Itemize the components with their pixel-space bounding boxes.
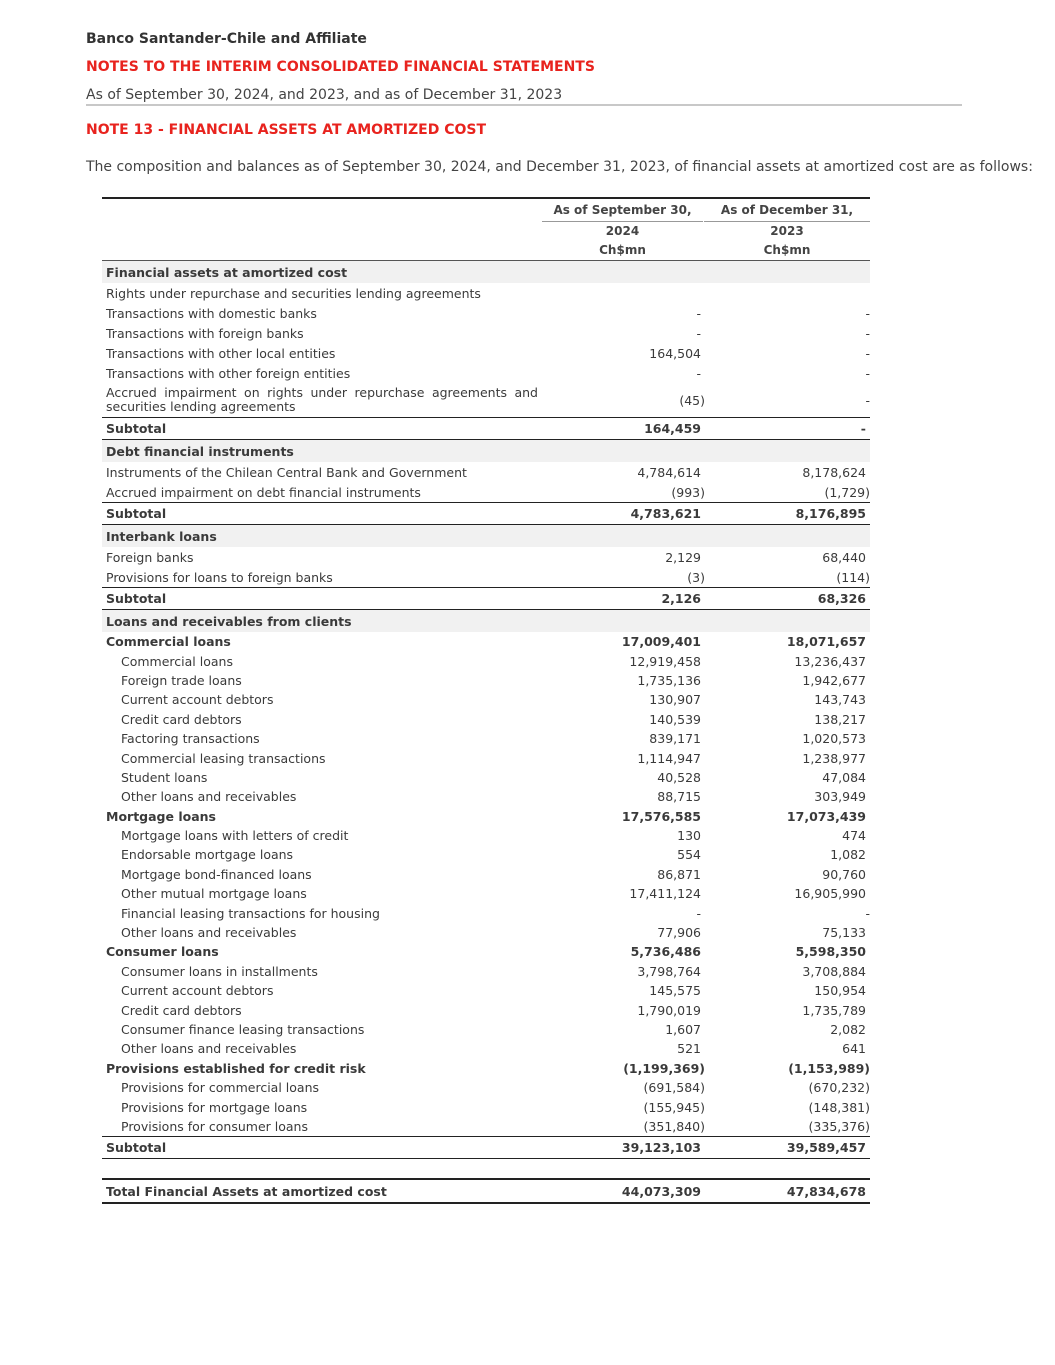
- value-dec-2023: 18,071,657: [786, 634, 866, 650]
- value-dec-2023: -: [865, 365, 870, 381]
- value-dec-2023: 143,743: [814, 692, 866, 708]
- row-label: Total Financial Assets at amortized cost: [106, 1183, 387, 1199]
- value-dec-2023: 8,176,895: [795, 506, 866, 521]
- value-dec-2023: 47,084: [822, 769, 866, 785]
- row-label: Financial assets at amortized cost: [106, 264, 348, 280]
- value-sep-2024: 554: [677, 847, 701, 863]
- value-dec-2023: 17,073,439: [786, 808, 866, 824]
- table-row: [102, 651, 870, 670]
- row-label: Endorsable mortgage loans: [121, 847, 294, 863]
- value-sep-2024: 17,009,401: [621, 634, 701, 650]
- table-row: [102, 865, 870, 884]
- value-sep-2024: 12,919,458: [629, 653, 701, 669]
- table-row: [102, 1078, 870, 1097]
- table-row: [102, 903, 870, 922]
- value-sep-2024: 40,528: [657, 769, 701, 785]
- value-dec-2023: 1,238,977: [802, 750, 866, 766]
- financial-assets-table: [102, 197, 870, 1204]
- as-of-date: As of September 30, 2024, and 2023, and as of December 31, 2023: [86, 87, 563, 103]
- value-dec-2023: 68,440: [822, 549, 866, 565]
- value-dec-2023: 150,954: [814, 983, 866, 999]
- value-sep-2024: 164,459: [644, 421, 701, 436]
- row-label: Debt financial instruments: [106, 443, 294, 459]
- category-row: [102, 942, 870, 961]
- value-sep-2024: 17,576,585: [621, 808, 701, 824]
- value-sep-2024: 140,539: [649, 711, 701, 727]
- row-label: Factoring transactions: [121, 731, 260, 747]
- value-dec-2023: -: [865, 345, 870, 361]
- category-row: [102, 632, 870, 651]
- value-dec-2023: 5,598,350: [795, 944, 866, 960]
- value-sep-2024: 44,073,309: [621, 1183, 701, 1199]
- table-row: [102, 729, 870, 748]
- table-row: [102, 690, 870, 709]
- row-label: Instruments of the Chilean Central Bank and Government: [106, 464, 467, 480]
- value-sep-2024: 164,504: [649, 345, 701, 361]
- table-row: [102, 710, 870, 729]
- value-sep-2024: 130: [677, 828, 701, 844]
- subtotal-row: [102, 587, 870, 610]
- value-dec-2023: (1,729): [824, 484, 870, 500]
- company-name: Banco Santander-Chile and Affiliate: [86, 31, 367, 47]
- value-dec-2023: 1,020,573: [802, 731, 866, 747]
- row-label: Accrued impairment on debt financial instruments: [106, 484, 421, 500]
- col1-year: 2024: [605, 224, 640, 238]
- value-sep-2024: 5,736,486: [630, 944, 701, 960]
- row-label: Mortgage bond-financed loans: [121, 866, 312, 882]
- table-header: [102, 199, 870, 261]
- value-sep-2024: 1,735,136: [637, 672, 701, 688]
- value-sep-2024: -: [696, 905, 701, 921]
- value-dec-2023: (114): [836, 569, 870, 585]
- category-row: [102, 807, 870, 826]
- table-row: [102, 845, 870, 864]
- section-header-row: [102, 261, 870, 283]
- value-dec-2023: 68,326: [817, 591, 866, 606]
- value-dec-2023: 2,082: [830, 1022, 866, 1037]
- table-row: [102, 363, 870, 383]
- row-label: Transactions with foreign banks: [106, 325, 304, 341]
- table-row: [102, 748, 870, 767]
- section-header-row: [102, 440, 870, 462]
- row-label: Subtotal: [106, 421, 167, 436]
- value-dec-2023: 47,834,678: [786, 1183, 866, 1199]
- row-label: Foreign trade loans: [121, 672, 242, 688]
- row-label: Consumer loans: [106, 944, 219, 960]
- row-label: Loans and receivables from clients: [106, 613, 352, 629]
- row-label: Commercial loans: [121, 653, 233, 669]
- value-sep-2024: -: [696, 305, 701, 321]
- value-dec-2023: 1,942,677: [802, 672, 866, 688]
- row-label: Subtotal: [106, 1140, 167, 1156]
- row-label: Commercial loans: [106, 634, 231, 650]
- table-row: [102, 787, 870, 806]
- table-row: [102, 884, 870, 903]
- value-sep-2024: 4,784,614: [637, 464, 701, 480]
- value-dec-2023: (335,376): [808, 1118, 870, 1134]
- value-sep-2024: 3,798,764: [637, 963, 701, 979]
- value-dec-2023: (670,232): [808, 1080, 870, 1096]
- value-dec-2023: (148,381): [808, 1099, 870, 1115]
- row-label: Consumer loans in installments: [121, 963, 318, 979]
- col2-year: 2023: [770, 224, 804, 238]
- table-row: [102, 383, 870, 417]
- value-sep-2024: 839,171: [649, 731, 701, 747]
- row-label: Provisions for mortgage loans: [121, 1099, 308, 1115]
- subtotal-row: [102, 1136, 870, 1159]
- value-dec-2023: 303,949: [814, 789, 866, 805]
- total-row: [102, 1178, 870, 1204]
- row-label: Transactions with domestic banks: [106, 305, 317, 321]
- row-label: Rights under repurchase and securities lending agreements: [106, 285, 481, 301]
- table-row: [102, 671, 870, 690]
- value-sep-2024: 145,575: [649, 983, 701, 999]
- col1-period: As of September 30,: [553, 203, 692, 217]
- table-row: [102, 768, 870, 787]
- table-row: [102, 1117, 870, 1136]
- table-row: [102, 981, 870, 1000]
- value-sep-2024: 17,411,124: [629, 886, 701, 902]
- table-row: [102, 962, 870, 981]
- col2-header-rule: [704, 221, 870, 222]
- value-dec-2023: 474: [842, 828, 866, 844]
- row-label: Current account debtors: [121, 983, 274, 999]
- value-dec-2023: -: [865, 305, 870, 321]
- value-sep-2024: 1,790,019: [637, 1002, 701, 1018]
- row-label: Commercial leasing transactions: [121, 750, 326, 766]
- notes-title: NOTES TO THE INTERIM CONSOLIDATED FINANCIAL STATEMENTS: [86, 59, 595, 75]
- value-dec-2023: 75,133: [822, 925, 866, 941]
- table-row: [102, 283, 870, 303]
- note-title: NOTE 13 - FINANCIAL ASSETS AT AMORTIZED COST: [86, 122, 487, 138]
- value-sep-2024: (45): [679, 392, 705, 408]
- value-dec-2023: 138,217: [814, 711, 866, 727]
- value-dec-2023: -: [860, 421, 866, 436]
- value-dec-2023: (1,153,989): [788, 1060, 870, 1076]
- value-dec-2023: -: [865, 392, 870, 408]
- value-sep-2024: 2,129: [665, 549, 701, 565]
- row-label: Current account debtors: [121, 692, 274, 708]
- value-sep-2024: 77,906: [657, 925, 701, 941]
- value-dec-2023: 3,708,884: [802, 963, 866, 979]
- row-label: Student loans: [121, 769, 208, 785]
- table-row: [102, 343, 870, 363]
- value-dec-2023: 641: [842, 1041, 866, 1057]
- col1-header-rule: [542, 221, 703, 222]
- table-body: [102, 261, 870, 1204]
- value-sep-2024: (155,945): [643, 1099, 705, 1115]
- section-header-row: [102, 525, 870, 547]
- table-row: [102, 482, 870, 502]
- row-label: Mortgage loans: [106, 808, 216, 824]
- value-sep-2024: (351,840): [643, 1118, 705, 1134]
- value-sep-2024: -: [696, 325, 701, 341]
- table-row: [102, 323, 870, 343]
- value-dec-2023: 13,236,437: [794, 653, 866, 669]
- row-label: Subtotal: [106, 506, 167, 521]
- row-label: Credit card debtors: [121, 711, 242, 727]
- intro-text: The composition and balances as of September 30, 2024, and December 31, 2023, of financial assets at amortized cost are as follows:: [86, 159, 1033, 175]
- row-label: Interbank loans: [106, 528, 217, 544]
- row-label: Subtotal: [106, 591, 167, 606]
- table-row: [102, 826, 870, 845]
- header-divider: [86, 104, 962, 106]
- row-label: Provisions established for credit risk: [106, 1060, 366, 1076]
- value-sep-2024: 4,783,621: [630, 506, 701, 521]
- row-label: Other loans and receivables: [121, 1041, 297, 1057]
- row-label: Mortgage loans with letters of credit: [121, 828, 349, 844]
- col1-unit: Ch$mn: [599, 243, 646, 257]
- value-dec-2023: 1,735,789: [802, 1002, 866, 1018]
- value-dec-2023: 16,905,990: [794, 886, 866, 902]
- value-sep-2024: -: [696, 365, 701, 381]
- row-label: Other loans and receivables: [121, 925, 297, 941]
- value-sep-2024: (993): [671, 484, 705, 500]
- value-sep-2024: 86,871: [657, 866, 701, 882]
- row-label: Financial leasing transactions for housing: [121, 905, 380, 921]
- subtotal-row: [102, 502, 870, 525]
- value-dec-2023: 39,589,457: [786, 1140, 866, 1156]
- table-row: [102, 1000, 870, 1019]
- table-row: [102, 1039, 870, 1058]
- value-sep-2024: (1,199,369): [623, 1060, 705, 1076]
- row-label: Consumer finance leasing transactions: [121, 1022, 365, 1037]
- value-dec-2023: 1,082: [830, 847, 866, 863]
- table-row: [102, 462, 870, 482]
- row-label: Foreign banks: [106, 549, 194, 565]
- row-label: Provisions for commercial loans: [121, 1080, 319, 1096]
- row-label: Other loans and receivables: [121, 789, 297, 805]
- subtotal-row: [102, 417, 870, 440]
- category-row: [102, 1059, 870, 1078]
- row-label: Accrued impairment on rights under repurchase agreements and securities lending agreements: [106, 385, 538, 414]
- table-row: [102, 1097, 870, 1116]
- table-spacer: [102, 1159, 870, 1178]
- value-dec-2023: 90,760: [822, 866, 866, 882]
- table-row: [102, 923, 870, 942]
- value-sep-2024: 2,126: [661, 591, 701, 606]
- value-sep-2024: 39,123,103: [621, 1140, 701, 1156]
- value-dec-2023: -: [865, 325, 870, 341]
- table-row: [102, 567, 870, 587]
- row-label: Provisions for loans to foreign banks: [106, 569, 333, 585]
- row-label: Credit card debtors: [121, 1002, 242, 1018]
- table-row: [102, 547, 870, 567]
- col2-period: As of December 31,: [720, 203, 854, 217]
- value-sep-2024: 521: [677, 1041, 701, 1057]
- table-row: [102, 1020, 870, 1039]
- value-dec-2023: -: [865, 905, 870, 921]
- value-sep-2024: 88,715: [657, 789, 701, 805]
- row-label: Transactions with other foreign entities: [106, 365, 351, 381]
- value-sep-2024: 1,607: [665, 1022, 701, 1037]
- value-sep-2024: (691,584): [643, 1080, 705, 1096]
- col2-unit: Ch$mn: [763, 243, 811, 257]
- value-sep-2024: 130,907: [649, 692, 701, 708]
- section-header-row: [102, 610, 870, 632]
- row-label: Transactions with other local entities: [106, 345, 336, 361]
- value-sep-2024: 1,114,947: [637, 750, 701, 766]
- row-label: Other mutual mortgage loans: [121, 886, 307, 902]
- value-dec-2023: 8,178,624: [802, 464, 866, 480]
- row-label: Provisions for consumer loans: [121, 1118, 308, 1134]
- value-sep-2024: (3): [687, 569, 705, 585]
- table-row: [102, 303, 870, 323]
